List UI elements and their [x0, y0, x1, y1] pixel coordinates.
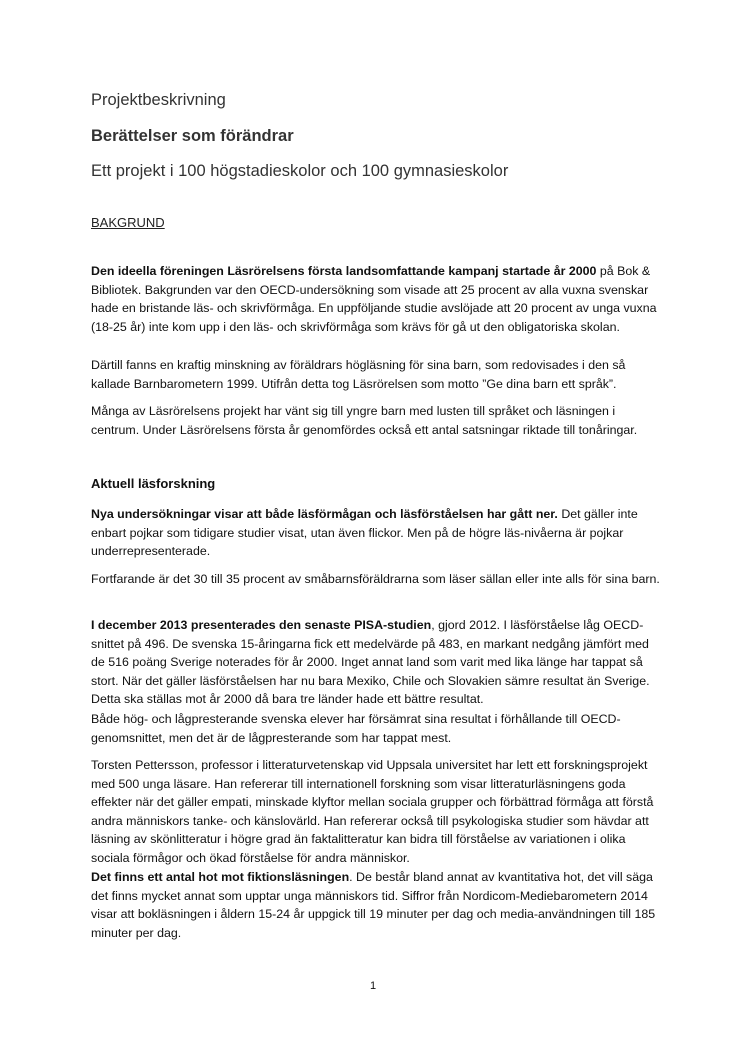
paragraph-text: . De består bland annat av kvantitativa hot, det vill säga det finns mycket annat som upptar unga människors tid. Siffror från Nordicom-Mediebarometern 2014 visar att bokläsningen i åldern 15-24 år uppgick till 19 minuter per dag och media-användningen till 185 minuter per dag.: [91, 870, 656, 940]
paragraph-bakgrund-1: [91, 262, 666, 336]
section-heading-bakgrund: BAKGRUND: [91, 215, 165, 230]
document-subtitle: Ett projekt i 100 högstadieskolor och 100 gymnasieskolor: [91, 162, 509, 180]
paragraph-aktuell-5: Torsten Pettersson, professor i litteraturvetenskap vid Uppsala universitet har lett ett forskningsprojekt med 500 unga läsare. Han refererar till internationell forskning som visar litteraturläsningens goda effekter när det gäller empati, minskade klyftor mellan sociala grupper och förbättrad förmåga att förstå andra människors tanke- och känslovärld. Han refererar också till psykologiska studier som hävdar att läsning av skönlitteratur i högre grad än faktalitteratur kan bidra till förståelse av variationen i olika sociala förmågor och ökad förståelse för andra människor.: [91, 758, 654, 865]
paragraph-bakgrund-3: Många av Läsrörelsens projekt har vänt sig till yngre barn med lusten till språket och läsningen i centrum. Under Läsrörelsens första år genomfördes också ett antal satsningar riktade till tonåringar.: [91, 404, 638, 437]
document-label: Projektbeskrivning: [91, 91, 226, 109]
bold-lead: Nya undersökningar visar att både läsförmågan och läsförståelsen har gått ner.: [91, 507, 558, 521]
bold-lead: Den ideella föreningen Läsrörelsens första landsomfattande kampanj startade år 2000: [91, 264, 597, 278]
document-title: Berättelser som förändrar: [91, 127, 294, 145]
paragraph-aktuell-3: [91, 616, 666, 709]
paragraph-aktuell-1: [91, 505, 666, 561]
paragraph-aktuell-4: Både hög- och lågpresterande svenska elever har försämrat sina resultat i förhållande till OECD-genomsnittet, men det är de lågpresterande som har tappat mest.: [91, 712, 621, 745]
bold-lead: I december 2013 presenterades den senaste PISA-studien: [91, 618, 432, 632]
bold-lead: Det finns ett antal hot mot fiktionsläsningen: [91, 870, 350, 884]
paragraph-text: Det gäller inte enbart pojkar som tidigare studier visat, utan även flickor. Men på de högre läs-nivåerna är pojkar underrepresenterade.: [91, 507, 638, 558]
paragraph-aktuell-2: Fortfarande är det 30 till 35 procent av småbarnsföräldrarna som läser sällan eller inte alls för sina barn.: [91, 572, 660, 586]
paragraph-text: , gjord 2012. I läsförståelse låg OECD-snittet på 496. De svenska 15-åringarna fick ett medelvärde på 483, en markant nedgång jämfört med de 516 poäng Sverige noterades för år 2000. Inget annat land som varit med lika länge har tappat så stort. När det gäller läsförståelsen har nu bara Mexiko, Chile och Slovakien sämre resultat än Sverige. Detta ska ställas mot år 2000 då bara tre länder hade ett bättre resultat.: [91, 618, 650, 706]
paragraph-bakgrund-2: Därtill fanns en kraftig minskning av föräldrars högläsning för sina barn, som redovisades i den så kallade Barnbarometern 1999. Utifrån detta tog Läsrörelsen som motto ”Ge dina barn ett språk”.: [91, 358, 626, 391]
paragraph-text: på Bok & Bibliotek. Bakgrunden var den OECD-undersökning som visade att 25 procent av alla vuxna svenskar hade en bristande läs- och skrivförmåga. En uppföljande studie avslöjade att 20 procent av unga vuxna (18-25 år) inte kom upp i den läs- och skrivförmåga som krävs för gå ut den obligatoriska skolan.: [91, 264, 657, 334]
page-number: 1: [369, 980, 377, 992]
paragraph-aktuell-6: [91, 868, 666, 942]
section-heading-aktuell-lasforskning: Aktuell läsforskning: [91, 476, 216, 491]
